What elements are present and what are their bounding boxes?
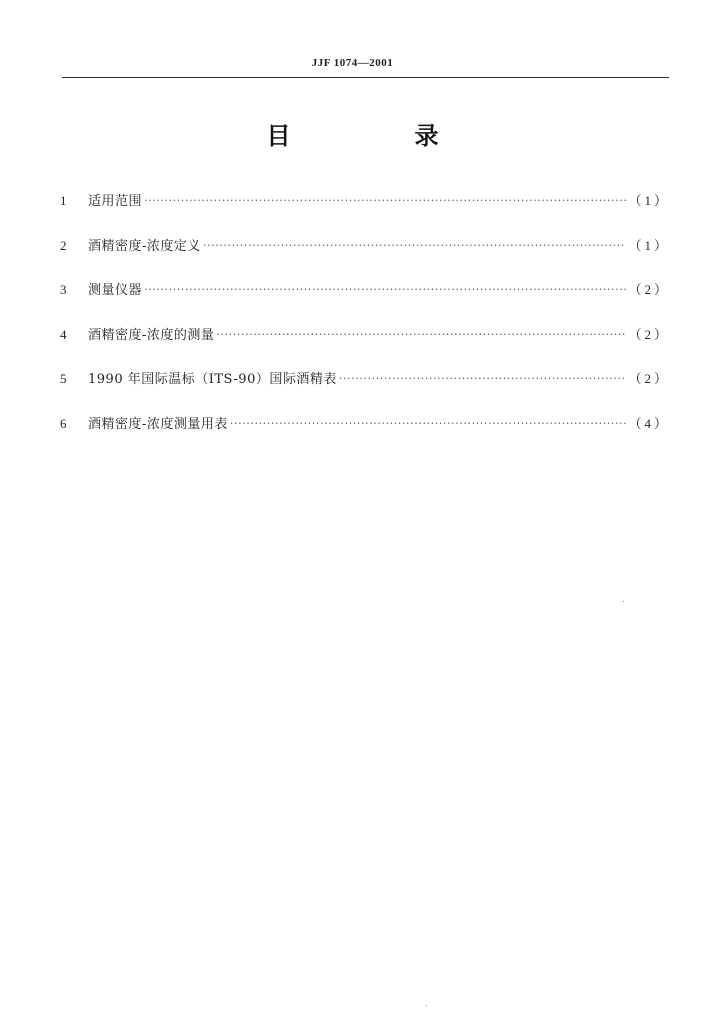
toc-entry[interactable]	[60, 324, 670, 347]
toc-entry-page: （2）	[628, 282, 670, 297]
table-of-contents	[60, 190, 670, 457]
toc-entry-page: （1）	[628, 193, 670, 208]
dot-leader	[203, 238, 627, 253]
toc-entry-number: 1	[60, 193, 67, 208]
dot-leader	[216, 327, 626, 342]
toc-entry-number: 6	[60, 415, 67, 431]
toc-entry-title: 酒精密度-浓度定义	[88, 238, 201, 254]
toc-entry-title: 酒精密度-浓度测量用表	[88, 416, 228, 432]
toc-entry-number: 5	[60, 371, 67, 386]
dot-leader	[144, 282, 626, 297]
toc-entry-title: 1990 年国际温标（ITS-90）国际酒精表	[88, 372, 337, 387]
page-title: 目 录	[266, 122, 489, 150]
toc-entry[interactable]	[60, 235, 670, 258]
toc-entry[interactable]	[60, 368, 670, 391]
scan-speck	[426, 1005, 427, 1006]
toc-entry-title: 测量仪器	[88, 283, 143, 298]
toc-entry-page: （2）	[628, 326, 670, 342]
toc-entry[interactable]	[60, 413, 670, 436]
toc-entry[interactable]	[60, 190, 670, 213]
scan-speck	[623, 601, 624, 602]
toc-entry-page: （1）	[628, 237, 670, 253]
header-divider	[62, 77, 669, 78]
toc-entry-page: （2）	[628, 371, 670, 386]
dot-leader	[144, 193, 626, 208]
toc-entry-page: （4）	[628, 415, 670, 431]
dot-leader	[230, 416, 627, 431]
toc-entry-number: 2	[60, 237, 67, 253]
toc-entry-title: 酒精密度-浓度的测量	[88, 327, 215, 343]
toc-entry[interactable]	[60, 279, 670, 302]
toc-entry-title: 适用范围	[88, 194, 143, 209]
dot-leader	[339, 371, 627, 386]
standard-code: JJF 1074—2001	[311, 57, 394, 69]
toc-entry-number: 4	[60, 326, 67, 342]
toc-entry-number: 3	[60, 282, 67, 297]
